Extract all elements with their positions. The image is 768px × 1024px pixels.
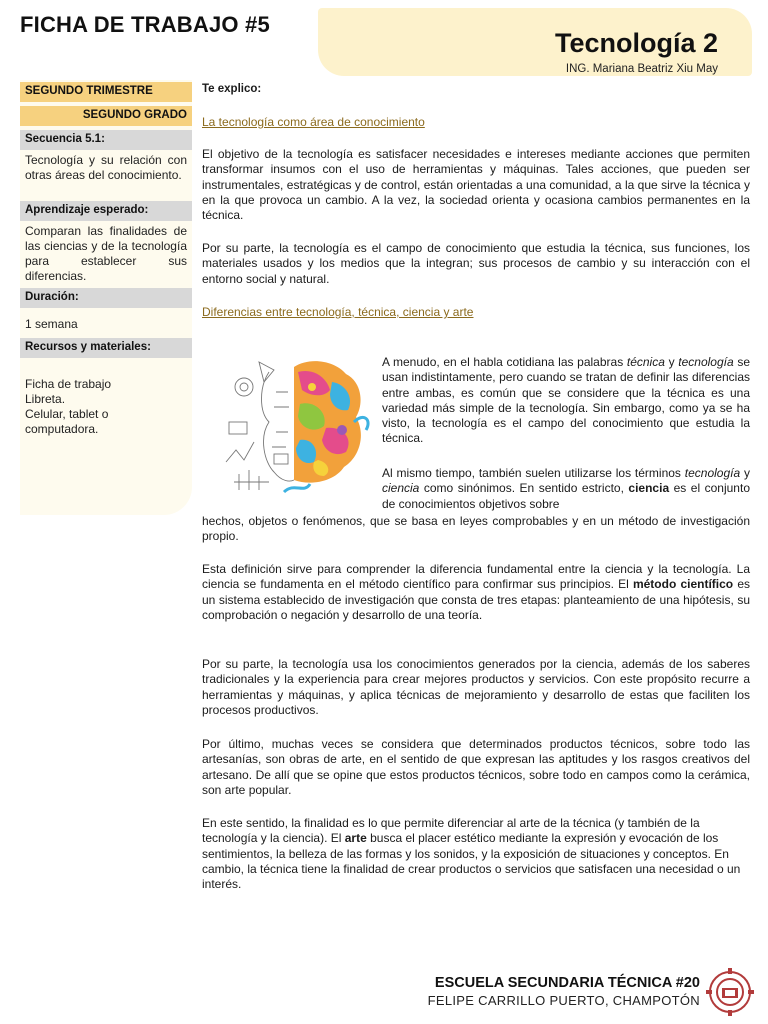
section-heading-differences: Diferencias entre tecnología, técnica, ciencia y arte xyxy=(202,305,474,319)
school-location: FELIPE CARRILLO PUERTO, CHAMPOTÓN xyxy=(427,993,700,1008)
section-heading-technology: La tecnología como área de conocimiento xyxy=(202,115,425,129)
resource-item: Celular, tablet o computadora. xyxy=(25,407,109,436)
resource-item: Ficha de trabajo xyxy=(25,377,112,391)
brain-illustration xyxy=(214,342,374,502)
paragraph: En este sentido, la finalidad es lo que permite diferenciar al arte de la técnica (y también de la tecnología y la ciencia). El arte busca el placer estético mediante la expresión y evocación de los sentimientos, la belleza de las formas y los sonidos, y la exposición de situaciones y conceptos. En cambio, la técnica tiene la finalidad de crear productos o servicios que satisfacen una necesidad o un interés. xyxy=(202,816,741,892)
paragraph: El objetivo de la tecnología es satisfacer necesidades e intereses mediante acciones que permiten transformar insumos con el uso de herramientas y máquinas. Tales acciones, que pueden ser instrumentales, estratégicas y de control, están orientadas a una comunidad, a la que sirve la técnica y en la que provoca un cambio. A la vez, la sociedad orienta y ocasiona cambios permanentes en la técnica. xyxy=(202,147,750,223)
sequence-label: Secuencia 5.1: xyxy=(20,130,192,150)
paragraph: hechos, objetos o fenómenos, que se basa en leyes comprobables y en un método de investigación propio. xyxy=(202,514,750,544)
paragraph: Por su parte, la tecnología es el campo de conocimiento que estudia la técnica, sus funciones, los materiales usados y los medios que la integran; sus procesos de cambio y su interacción con el entorno social y natural. xyxy=(202,241,750,286)
worksheet-title: FICHA DE TRABAJO #5 xyxy=(20,12,270,37)
learning-label: Aprendizaje esperado: xyxy=(20,201,192,221)
paragraph: Por su parte, la tecnología usa los conocimientos generados por la ciencia, además de los saberes tradicionales y la experiencia para crear mejores productos y servicios. Con este propósito recurre a herramientas y máquinas, y aplica técnicas de mejoramiento y desarrollo de estas que faciliten los procesos productivos. xyxy=(202,657,750,717)
paragraph: Al mismo tiempo, también suelen utilizarse los términos tecnología y ciencia como sinónimos. En sentido estricto, ciencia es el conjunto de conocimientos objetivos sobre xyxy=(382,466,751,511)
resources-list xyxy=(20,375,192,439)
paragraph: Esta definición sirve para comprender la diferencia fundamental entre la ciencia y la tecnología. La ciencia se fundamenta en el método científico para confirmar sus principios. El método científico es un sistema establecido de investigación que consta de tres etapas: planteamiento de una hipótesis, su comprobación o negación y desarrollo de una teoría. xyxy=(202,562,750,622)
teacher-name: ING. Mariana Beatriz Xiu May xyxy=(565,63,718,75)
school-seal-logo xyxy=(706,966,754,1018)
resource-item: Libreta. xyxy=(25,392,66,406)
subject-title: Tecnología 2 xyxy=(554,28,718,58)
school-name: ESCUELA SECUNDARIA TÉCNICA #20 xyxy=(434,975,700,991)
learning-text: Comparan las finalidades de las ciencias y de la tecnología para establecer sus diferencias. xyxy=(25,224,187,283)
trimester-label: SEGUNDO TRIMESTRE xyxy=(20,82,192,102)
paragraph: A menudo, en el habla cotidiana las palabras técnica y tecnología se usan indistintamente, pero cuando se tratan de definir las diferencias entre ambas, es común que se considere que la técnica es una variedad más simple de la tecnología. Sin embargo, como ya se ha visto, la tecnología es el campo del conocimiento que estudia la técnica. xyxy=(382,355,751,446)
grade-label: SEGUNDO GRADO xyxy=(20,106,192,126)
sequence-text: Tecnología y su relación con otras áreas del conocimiento. xyxy=(25,153,187,182)
intro-label: Te explico: xyxy=(202,83,262,95)
duration-label: Duración: xyxy=(20,288,192,308)
resources-label: Recursos y materiales: xyxy=(20,338,192,358)
duration-text: 1 semana xyxy=(25,317,78,331)
header-banner xyxy=(318,8,752,76)
info-sidebar xyxy=(20,80,192,515)
paragraph: Por último, muchas veces se considera que determinados productos técnicos, sobre todo las artesanías, son obras de arte, en el sentido de que expresan las aptitudes y los rasgos creativos del artesano. De allí que se opine que estos productos técnicos, sobre todo en campos como la cerámica, son arte popular. xyxy=(202,737,750,797)
